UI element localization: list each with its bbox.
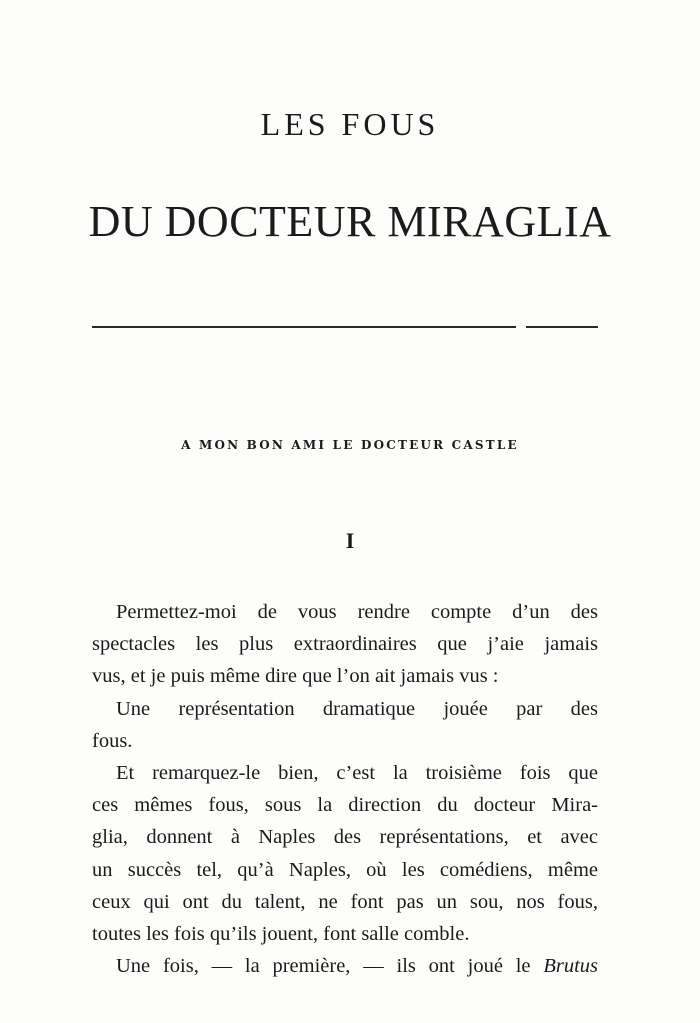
text-line: Une représentation dramatique jouée par des — [116, 697, 598, 720]
text-line-final — [92, 950, 598, 982]
text-line: fous. — [92, 729, 133, 752]
text-line-main: Une fois, — la première, — ils ont joué le — [116, 955, 531, 978]
text-line: Permettez-moi de vous rendre compte d’un des — [116, 601, 598, 623]
text-line: toutes les fois qu’ils jouent, font salle comble. — [92, 922, 470, 945]
text-line: ceux qui ont du talent, ne font pas un sou, nos fous, — [92, 890, 598, 913]
divider-rule-short — [526, 326, 598, 328]
body-text — [92, 596, 598, 982]
dedication: A MON BON AMI LE DOCTEUR CASTLE — [181, 438, 519, 452]
chapter-number: I — [345, 528, 355, 553]
italic-title: Brutus — [543, 955, 598, 978]
text-line: un succès tel, qu’à Naples, où les comédiens, même — [92, 858, 598, 881]
text-line: spectacles les plus extraordinaires que j’aie jamais — [92, 633, 598, 656]
text-line: glia, donnent à Naples des représentations, et avec — [92, 826, 598, 849]
title-line-2: DU DOCTEUR MIRAGLIA — [88, 197, 612, 246]
text-line: Et remarquez-le bien, c’est la troisième fois que — [116, 761, 598, 784]
title-line-1: LES FOUS — [260, 106, 440, 142]
divider-rule-long — [92, 326, 516, 328]
text-line: ces mêmes fous, sous la direction du docteur Mira- — [92, 794, 598, 817]
text-line: vus, et je puis même dire que l’on ait jamais vus : — [92, 665, 499, 688]
